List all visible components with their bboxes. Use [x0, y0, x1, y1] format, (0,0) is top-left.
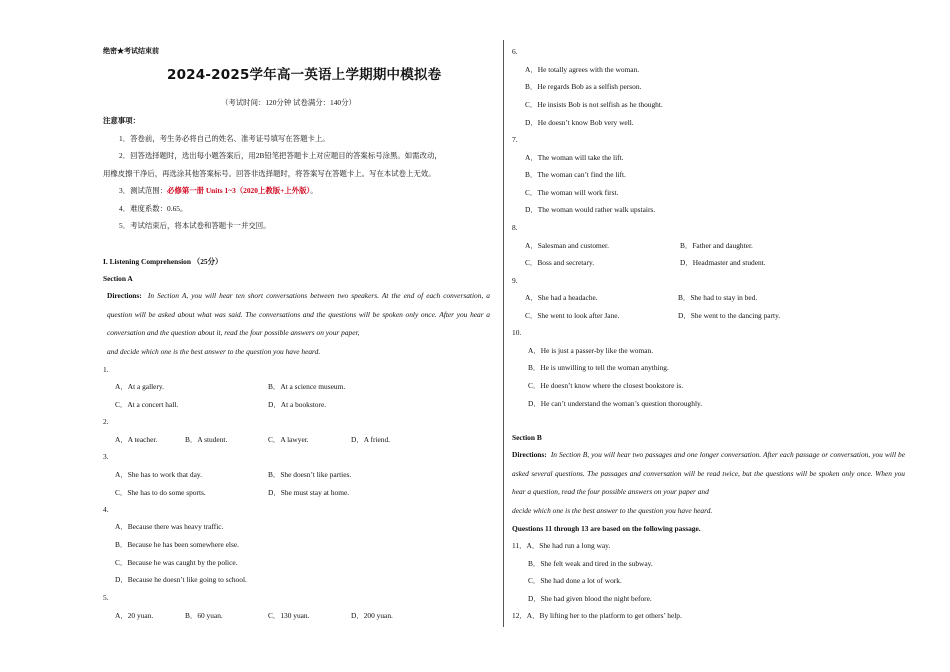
section-b-directions: [512, 446, 905, 520]
question-number: 4.: [103, 505, 109, 514]
section-one-heading: I. Listening Comprehension （25分）: [103, 257, 223, 266]
note-3-label: 3．测试范围：: [119, 186, 168, 195]
option: C．She went to look after Jane.: [525, 311, 620, 320]
option: A．A teacher.: [115, 435, 158, 444]
option: D．At a bookstore.: [268, 400, 327, 409]
option: C．At a concert hall.: [115, 400, 179, 409]
option: D．200 yuan.: [351, 611, 393, 620]
option: D．A friend.: [351, 435, 390, 444]
option: C．A lawyer.: [268, 435, 309, 444]
option: B．Father and daughter.: [680, 241, 753, 250]
column-divider: [503, 40, 504, 627]
note-2-cont: 用橡皮擦干净后，再选涂其他答案标号。回答非选择题时，将答案写在答题卡上。写在本试卷上无效。: [103, 169, 436, 178]
note-5: 5．考试结束后，将本试卷和答题卡一并交回。: [119, 221, 271, 230]
option: D．He doesn’t know Bob very well.: [525, 118, 634, 127]
option: C．He insists Bob is not selfish as he thought.: [525, 100, 663, 109]
option: A．Because there was heavy traffic.: [115, 522, 224, 531]
directions-text: In Section B, you will hear two passages and one longer conversation. After each passage or conversation, you will be asked several questions. The passages and conversation will be read twice, but the questions will be spoken only once. When you hear a question, read the four possible answers on your paper and: [512, 450, 905, 496]
directions-last: decide which one is the best answer to the question you have heard.: [512, 505, 713, 515]
note-4: 4．难度系数：0.65。: [119, 204, 188, 213]
directions-label: Directions:: [107, 291, 142, 300]
test-scope: 必修第一册 Units 1~3（2020上教版+上外版）: [167, 186, 311, 195]
question-number: 8.: [512, 223, 518, 232]
option: C．130 yuan.: [268, 611, 310, 620]
option: B．She had to stay in bed.: [678, 293, 758, 302]
option: A．By lifting her to the platform to get others’ help.: [526, 611, 682, 620]
question-number: 3.: [103, 452, 109, 461]
section-a-heading: Section A: [103, 274, 133, 283]
option: B．At a science museum.: [268, 382, 346, 391]
option: B．60 yuan.: [185, 611, 223, 620]
option: A．She has to work that day.: [115, 470, 202, 479]
question-number: 2.: [103, 417, 109, 426]
directions-label: Directions:: [512, 450, 547, 459]
question-12: [512, 611, 682, 620]
option: C．He doesn’t know where the closest bookstore is.: [528, 381, 684, 390]
secret-label: 绝密★考试结束前: [103, 47, 159, 55]
option: C．She had done a lot of work.: [528, 576, 622, 585]
option: D．The woman would rather walk upstairs.: [525, 205, 656, 214]
section-b-heading: Section B: [512, 433, 542, 442]
passage-intro: Questions 11 through 13 are based on the following passage.: [512, 524, 701, 533]
question-number: 7.: [512, 135, 518, 144]
option: A．She had a headache.: [525, 293, 598, 302]
option: B．He regards Bob as a selfish person.: [525, 82, 642, 91]
section-a-directions: [107, 287, 490, 361]
option: A．He is just a passer-by like the woman.: [528, 346, 654, 355]
note-1: 1．答卷前，考生务必将自己的姓名、准考证号填写在答题卡上。: [119, 134, 330, 143]
option: A．20 yuan.: [115, 611, 154, 620]
option: B．She doesn’t like parties.: [268, 470, 352, 479]
option: D．Headmaster and student.: [680, 258, 766, 267]
option: A．Salesman and customer.: [525, 241, 609, 250]
option: A．He totally agrees with the woman.: [525, 65, 640, 74]
page-title: 2024-2025学年高一英语上学期期中模拟卷: [167, 67, 442, 83]
option: C．Because he was caught by the police.: [115, 558, 238, 567]
option: B．Because he has been somewhere else.: [115, 540, 239, 549]
question-number: 9.: [512, 276, 518, 285]
option: D．She must stay at home.: [268, 488, 350, 497]
option: C．Boss and secretary.: [525, 258, 595, 267]
question-number: 5.: [103, 593, 109, 602]
directions-last: and decide which one is the best answer to the question you have heard.: [107, 346, 321, 356]
option: B．The woman can’t find the lift.: [525, 170, 626, 179]
directions-text: In Section A, you will hear ten short conversations between two speakers. At the end of each conversation, a question will be asked about what was said. The conversations and the questions will be spoken only once. After you hear a conversation and the question about it, read the four possible answers on your paper,: [107, 291, 490, 337]
note-2: 2．回答选择题时，选出每小题答案后，用2B铅笔把答题卡上对应题目的答案标号涂黑。如需改动，: [119, 151, 442, 160]
option: D．She had given blood the night before.: [528, 594, 652, 603]
question-number: 1.: [103, 365, 109, 374]
question-number: 12．: [512, 611, 527, 620]
option: D．He can’t understand the woman’s question thoroughly.: [528, 399, 703, 408]
option: C．She has to do some sports.: [115, 488, 206, 497]
option: B．A student.: [185, 435, 228, 444]
option: C．The woman will work first.: [525, 188, 619, 197]
question-number: 10.: [512, 328, 522, 337]
note-3-end: 。: [310, 186, 318, 195]
option: A．At a gallery.: [115, 382, 164, 391]
option: D．Because he doesn’t like going to school.: [115, 575, 247, 584]
option: A．She had run a long way.: [526, 541, 611, 550]
question-number: 11．: [512, 541, 527, 550]
notes-heading: 注意事项：: [103, 116, 140, 125]
option: B．She felt weak and tired in the subway.: [528, 559, 653, 568]
exam-info: （考试时间：120分钟 试卷满分：140分）: [221, 98, 356, 107]
note-3: [119, 186, 318, 195]
question-11: [512, 541, 610, 550]
option: B．He is unwilling to tell the woman anything.: [528, 363, 669, 372]
option: A．The woman will take the lift.: [525, 153, 624, 162]
question-number: 6.: [512, 47, 518, 56]
option: D．She went to the dancing party.: [678, 311, 781, 320]
